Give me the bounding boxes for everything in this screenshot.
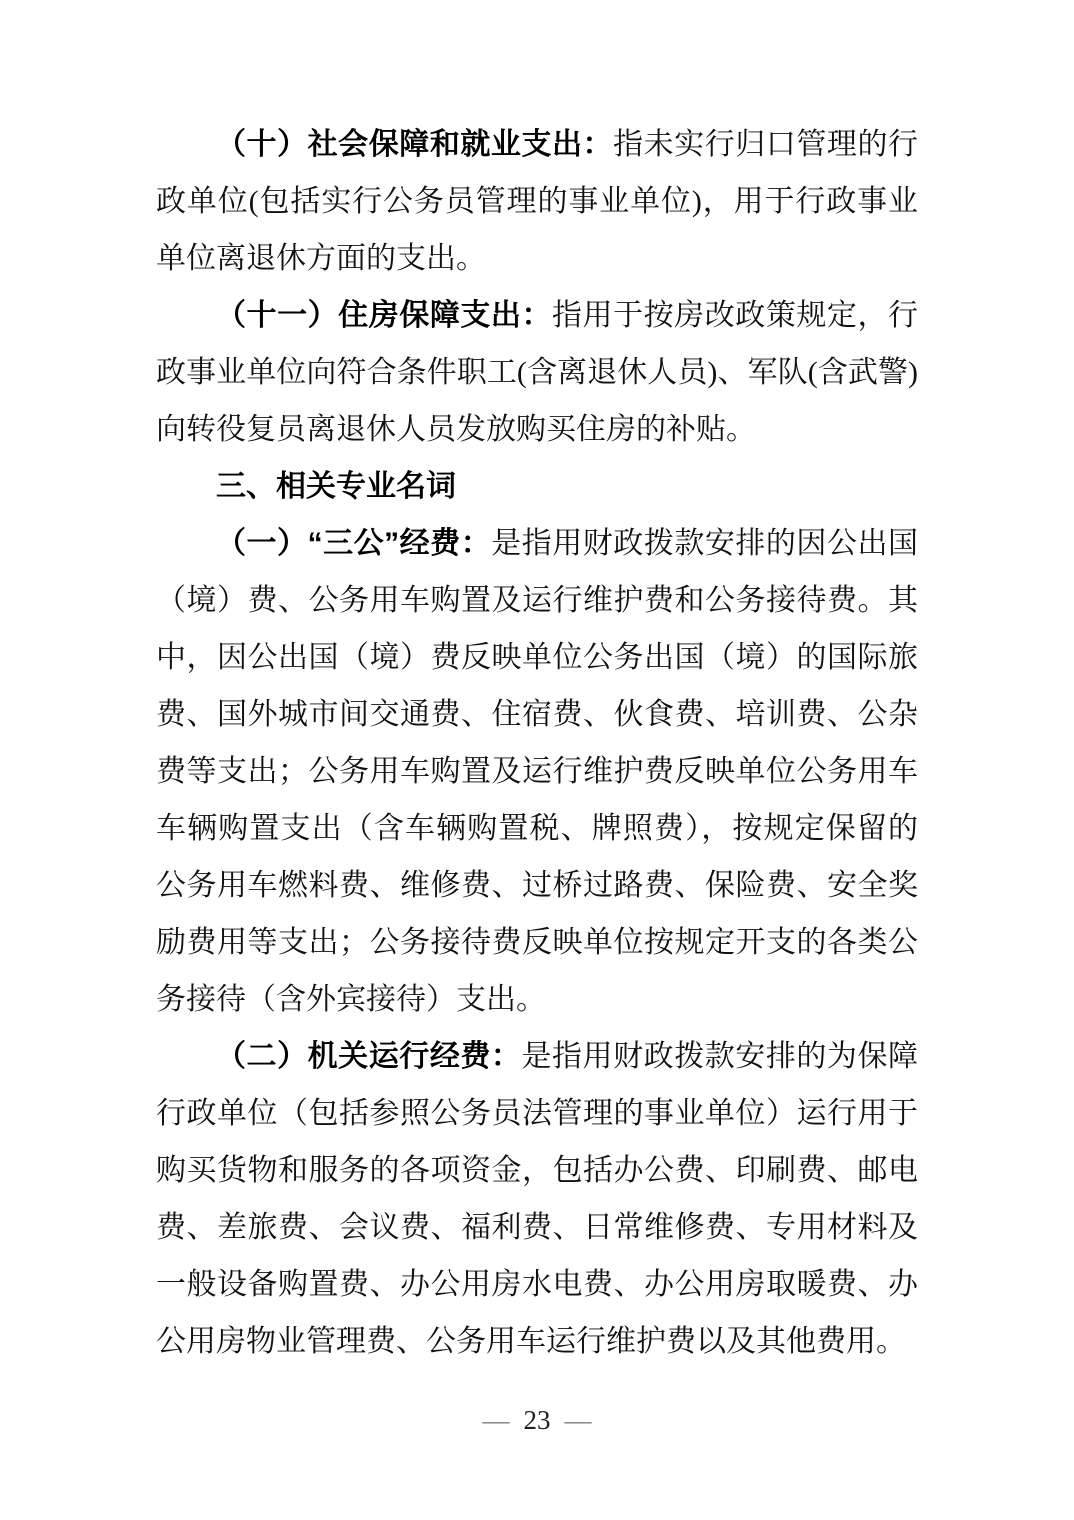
paragraph-housing-security-expenditure [156,287,918,458]
term-label: （十）社会保障和就业支出： [216,128,614,161]
paragraph-social-security-expenditure [156,116,918,287]
term-definition: 是指用财政拨款安排的为保障行政单位（包括参照公务员法管理的事业单位）运行用于购买货物和服务的各项资金，包括办公费、印刷费、邮电费、差旅费、会议费、福利费、日常维修费、专用材料及一般设备购置费、办公用房水电费、办公用房取暖费、办公用房物业管理费、公务用车运行维护费以及其他费用。 [156,1040,919,1358]
paragraph-agency-operating-funds [156,1028,918,1370]
term-label: （一）“三公”经费： [216,527,492,560]
footer-page-number: 23 [523,1405,551,1435]
footer-left-dash: — [482,1405,510,1435]
page-footer [0,1402,1074,1438]
term-label: （二）机关运行经费： [216,1040,522,1073]
footer-right-dash: — [564,1405,592,1435]
paragraph-three-public-funds [156,515,918,1028]
term-definition: 指用于按房改政策规定，行政事业单位向符合条件职工(含离退休人员)、军队(含武警)向转役复员离退休人员发放购买住房的补贴。 [156,299,918,446]
term-definition: 指未实行归口管理的行政单位(包括实行公务员管理的事业单位)，用于行政事业单位离退休方面的支出。 [156,128,919,275]
document-body [156,116,918,1370]
term-label: （十一）住房保障支出： [216,299,552,332]
term-definition: 是指用财政拨款安排的因公出国（境）费、公务用车购置及运行维护费和公务接待费。其中，因公出国（境）费反映单位公务出国（境）的国际旅费、国外城市间交通费、住宿费、伙食费、培训费、公杂费等支出；公务用车购置及运行维护费反映单位公务用车车辆购置支出（含车辆购置税、牌照费），按规定保留的公务用车燃料费、维修费、过桥过路费、保险费、安全奖励费用等支出；公务接待费反映单位按规定开支的各类公务接待（含外宾接待）支出。 [156,527,919,1016]
section-heading-text: 三、相关专业名词 [216,470,456,503]
section-heading-related-terms [156,458,918,515]
